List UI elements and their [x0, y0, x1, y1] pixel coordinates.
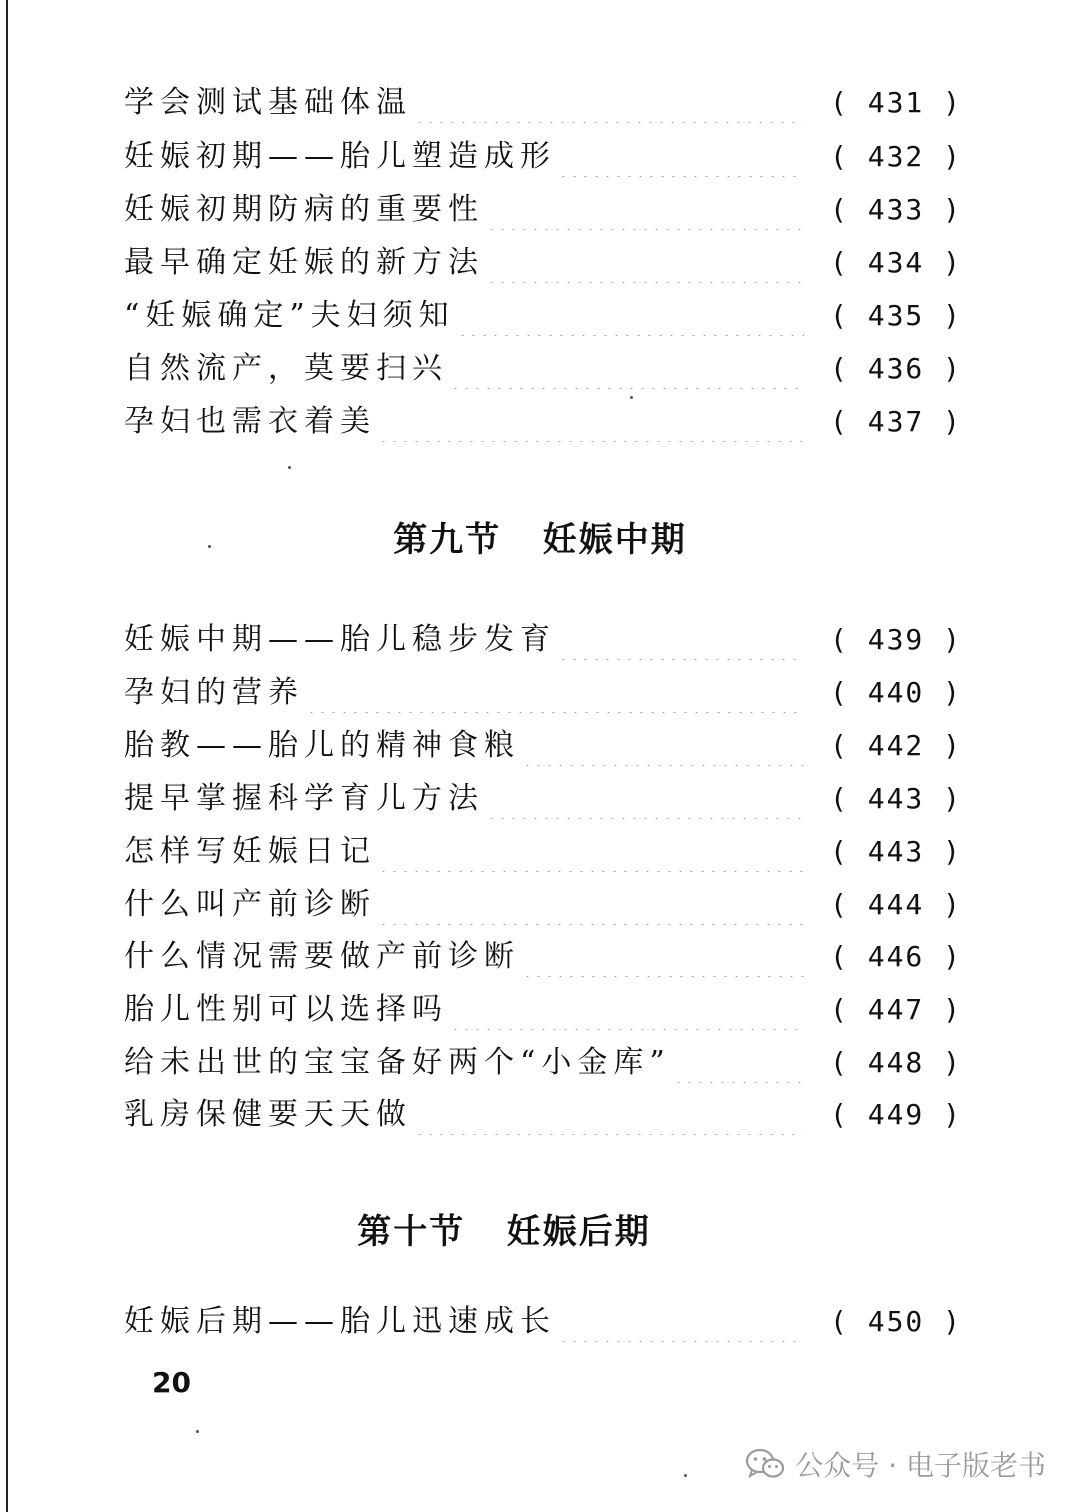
toc-leader-dots [450, 990, 804, 1030]
toc-leader-dots [378, 885, 804, 925]
toc-entry-title: 学会测试基础体温 [124, 85, 412, 120]
toc-entry [124, 620, 963, 660]
toc-entry [124, 137, 963, 177]
toc-leader-dots [558, 137, 804, 177]
toc-entry [124, 885, 963, 925]
wechat-icon [745, 1447, 785, 1481]
toc-entry-page: ( 439 ) [830, 623, 963, 656]
toc-entry-title: 最早确定妊娠的新方法 [124, 245, 484, 280]
toc-entry-page: ( 450 ) [830, 1305, 963, 1338]
toc-entry-title: 提早掌握科学育儿方法 [124, 781, 484, 816]
toc-entry-page: ( 434 ) [830, 246, 963, 279]
toc-entry [124, 1043, 963, 1083]
toc-entry-title: 孕妇的营养 [124, 675, 304, 710]
toc-entry-title: 胎教——胎儿的精神食粮 [124, 728, 520, 763]
toc-entry-page: ( 446 ) [830, 940, 963, 973]
toc-entry [124, 296, 963, 336]
toc-entry-page: ( 436 ) [830, 352, 963, 385]
toc-entry [124, 349, 963, 389]
toc-entry-page: ( 444 ) [830, 888, 963, 921]
toc-leader-dots [378, 832, 804, 872]
toc-leader-dots [450, 349, 804, 389]
section-heading: 第十节 妊娠后期 [357, 1212, 651, 1252]
toc-entry-page: ( 449 ) [830, 1098, 963, 1131]
toc-entry-title: 妊娠后期——胎儿迅速成长 [124, 1304, 556, 1339]
watermark [745, 1444, 1046, 1484]
toc-entry [124, 190, 963, 230]
toc-entry-page: ( 431 ) [830, 86, 963, 119]
scan-speck [208, 545, 211, 548]
toc-entry [124, 832, 963, 872]
toc-leader-dots [306, 673, 804, 713]
toc-leader-dots [673, 1043, 804, 1083]
watermark-text: 公众号 · 电子版老书 [795, 1449, 1046, 1482]
toc-entry [124, 673, 963, 713]
toc-entry-title: 怎样写妊娠日记 [124, 834, 376, 869]
toc-entry-title: 妊娠初期防病的重要性 [124, 192, 484, 227]
toc-entry-title: 给未出世的宝宝备好两个“小金库” [124, 1045, 671, 1080]
toc-entry [124, 990, 963, 1030]
toc-entry-title: 妊娠中期——胎儿稳步发育 [124, 622, 556, 657]
toc-entry-page: ( 443 ) [830, 782, 963, 815]
toc-leader-dots [558, 620, 804, 660]
toc-entry [124, 83, 963, 123]
toc-entry [124, 726, 963, 766]
toc-entry-page: ( 442 ) [830, 729, 963, 762]
toc-entry-page: ( 440 ) [830, 676, 963, 709]
scan-border [6, 0, 8, 1512]
toc-entry-page: ( 432 ) [830, 140, 963, 173]
toc-leader-dots [486, 243, 804, 283]
toc-entry-title: 妊娠初期——胎儿塑造成形 [124, 139, 556, 174]
toc-leader-dots [414, 83, 804, 123]
page-number: 20 [152, 1366, 191, 1399]
toc-entry-page: ( 435 ) [830, 299, 963, 332]
toc-leader-dots [558, 1302, 804, 1342]
toc-entry-page: ( 447 ) [830, 993, 963, 1026]
toc-entry-title: 胎儿性别可以选择吗 [124, 992, 448, 1027]
toc-entry [124, 1095, 963, 1135]
toc-leader-dots [522, 937, 804, 977]
toc-entry-title: 乳房保健要天天做 [124, 1097, 412, 1132]
toc-entry [124, 937, 963, 977]
toc-leader-dots [486, 190, 804, 230]
toc-entry [124, 779, 963, 819]
toc-entry [124, 1302, 963, 1342]
scan-speck [288, 466, 291, 469]
toc-entry-title: 什么叫产前诊断 [124, 887, 376, 922]
toc-entry-page: ( 437 ) [830, 405, 963, 438]
toc-entry-title: 什么情况需要做产前诊断 [124, 939, 520, 974]
toc-entry [124, 243, 963, 283]
toc-leader-dots [378, 402, 804, 442]
toc-entry-title: “妊娠确定”夫妇须知 [124, 298, 455, 333]
section-heading: 第九节 妊娠中期 [393, 520, 687, 560]
toc-entry-page: ( 433 ) [830, 193, 963, 226]
toc-entry-title: 自然流产，莫要扫兴 [124, 351, 448, 386]
toc-leader-dots [414, 1095, 804, 1135]
scan-speck [196, 1430, 199, 1433]
toc-leader-dots [457, 296, 804, 336]
toc-leader-dots [522, 726, 804, 766]
scan-speck [630, 396, 633, 399]
toc-entry-title: 孕妇也需衣着美 [124, 404, 376, 439]
toc-entry-page: ( 448 ) [830, 1046, 963, 1079]
toc-leader-dots [486, 779, 804, 819]
toc-entry [124, 402, 963, 442]
scan-speck [684, 1474, 687, 1477]
toc-entry-page: ( 443 ) [830, 835, 963, 868]
